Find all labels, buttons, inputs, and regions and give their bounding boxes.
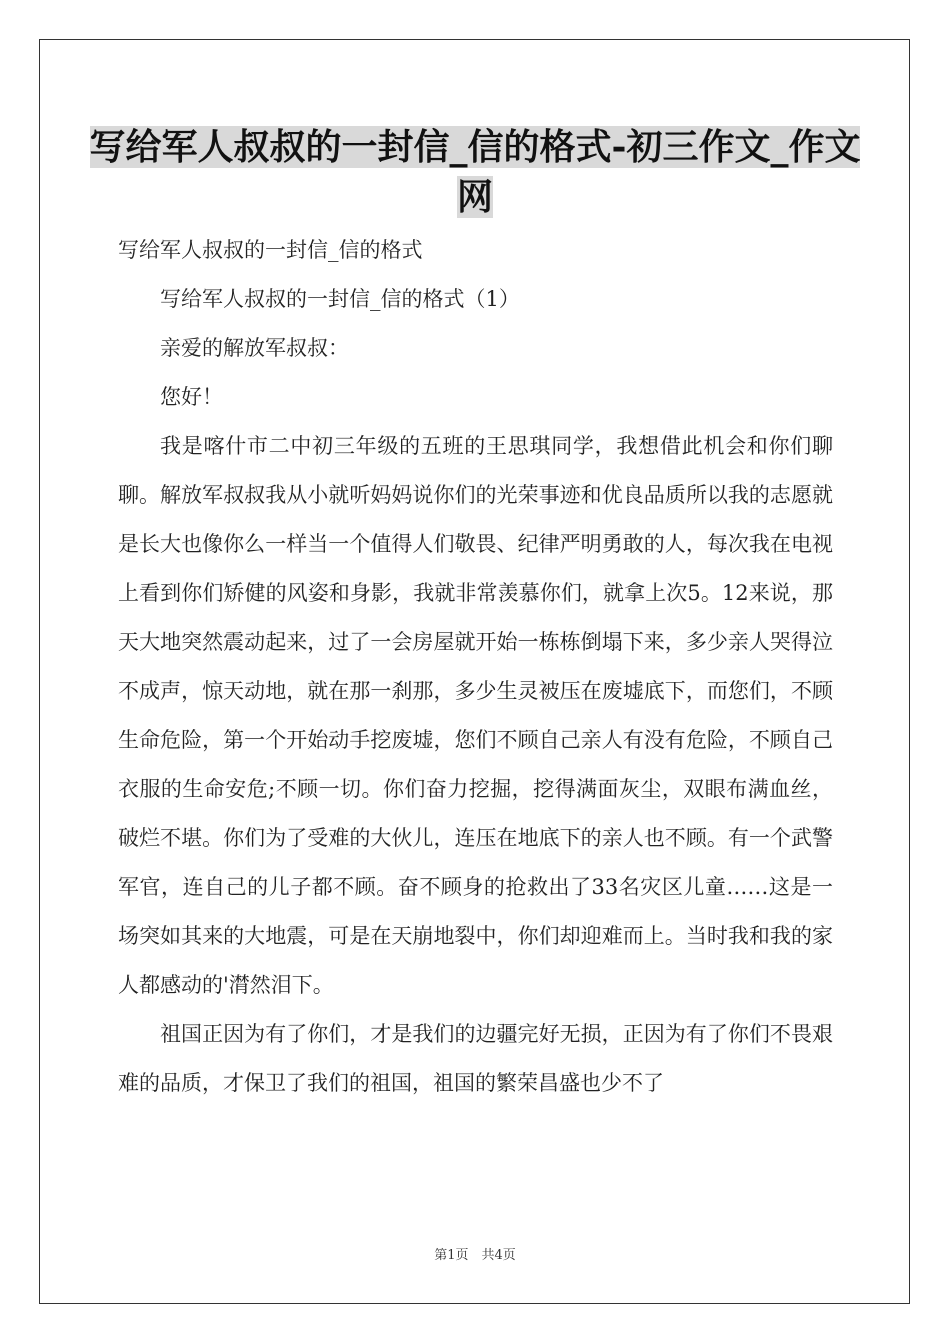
document-body [118,226,833,1108]
page-footer: 第1页 共4页 [434,1248,516,1263]
paragraph-body-2: 祖国正因为有了你们，才是我们的边疆完好无损，正因为有了你们不畏艰难的品质，才保卫了我们的祖国，祖国的繁荣昌盛也少不了 [118,1022,833,1095]
paragraph-greeting: 您好！ [160,385,223,409]
paragraph-subtitle: 写给军人叔叔的一封信_信的格式 [118,238,423,262]
document-title [80,122,870,222]
paragraph-body-1: 我是喀什市二中初三年级的五班的王思琪同学，我想借此机会和你们聊聊。解放军叔叔我从小就听妈妈说你们的光荣事迹和优良品质所以我的志愿就是长大也像你么一样当一个值得人们敬畏、纪律严明勇敢的人，每次我在电视上看到你们矫健的风姿和身影，我就非常羡慕你们，就拿上次5。12来说，那天大地突然震动起来，过了一会房屋就开始一栋栋倒塌下来，多少亲人哭得泣不成声，惊天动地，就在那一刹那，多少生灵被压在废墟底下，而您们，不顾生命危险，第一个开始动手挖废墟，您们不顾自己亲人有没有危险，不顾自己衣服的生命安危;不顾一切。你们奋力挖掘，挖得满面灰尘，双眼布满血丝，破烂不堪。你们为了受难的大伙儿，连压在地底下的亲人也不顾。有一个武警军官，连自己的儿子都不顾。奋不顾身的抢救出了33名灾区儿童……这是一场突如其来的大地震，可是在天崩地裂中，你们却迎难而上。当时我和我的家人都感动的'潸然泪下。 [118,434,833,997]
paragraph-heading: 写给军人叔叔的一封信_信的格式（1） [160,287,520,311]
paragraph-salutation: 亲爱的解放军叔叔： [160,336,349,360]
document-title-text: 写给军人叔叔的一封信_信的格式-初三作文_作文网 [89,126,861,218]
